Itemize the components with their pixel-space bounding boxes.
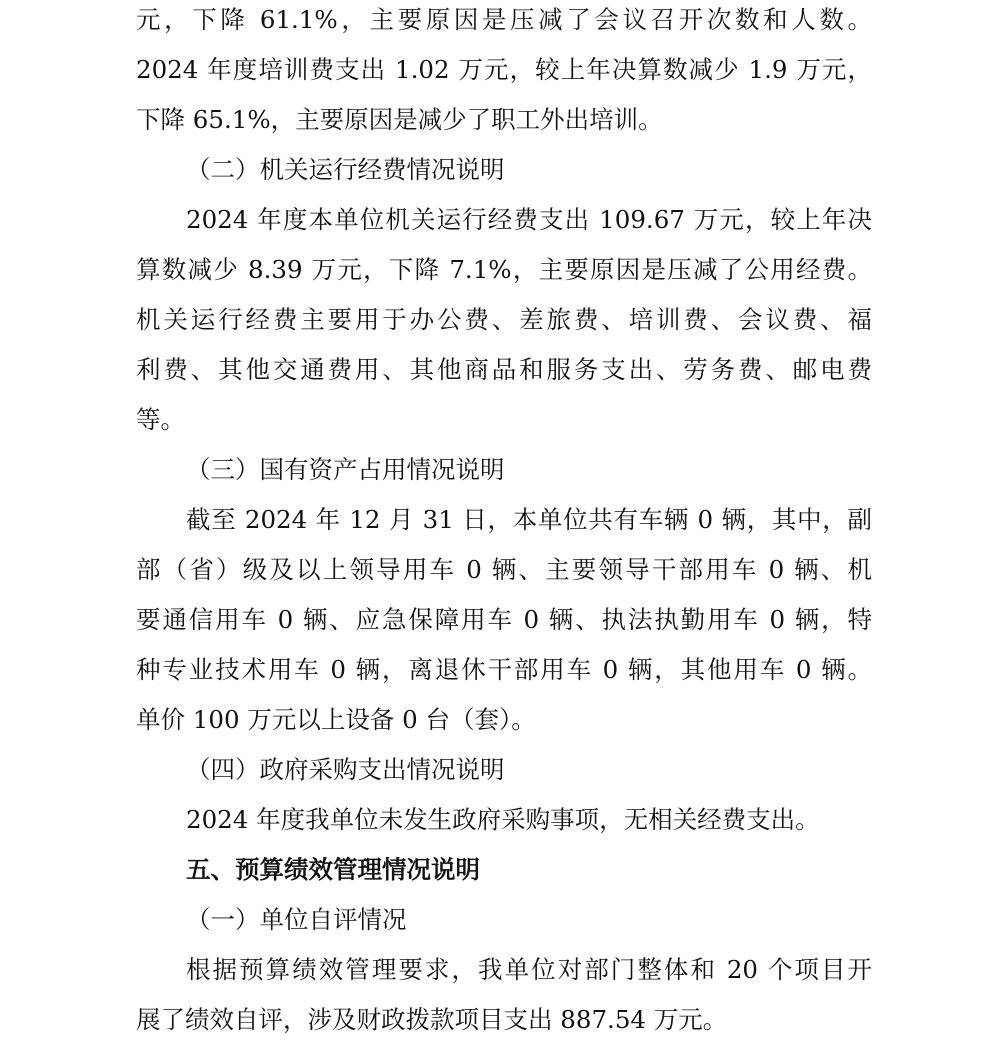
paragraph-line: 下降 65.1%，主要原因是减少了职工外出培训。: [136, 105, 663, 134]
paragraph-line: 单价 100 万元以上设备 0 台（套）。: [136, 705, 536, 734]
section-heading: （三）国有资产占用情况说明: [186, 455, 505, 484]
paragraph-line: 部（省）级及以上领导用车 0 辆、主要领导干部用车 0 辆、机: [136, 555, 872, 584]
paragraph-line: 2024 年度本单位机关运行经费支出 109.67 万元，较上年决: [186, 205, 872, 234]
paragraph-line: 展了绩效自评，涉及财政拨款项目支出 887.54 万元。: [136, 1005, 728, 1034]
paragraph-line: 元，下降 61.1%，主要原因是压减了会议召开次数和人数。: [136, 5, 872, 34]
chapter-heading: 五、预算绩效管理情况说明: [186, 855, 480, 884]
paragraph-line: 2024 年度我单位未发生政府采购事项，无相关经费支出。: [186, 805, 820, 834]
section-heading: （一）单位自评情况: [186, 905, 407, 934]
paragraph-line: 等。: [136, 405, 185, 434]
paragraph-line: 根据预算绩效管理要求，我单位对部门整体和 20 个项目开: [186, 955, 872, 984]
paragraph-line: 截至 2024 年 12 月 31 日，本单位共有车辆 0 辆，其中，副: [186, 505, 872, 534]
section-heading: （二）机关运行经费情况说明: [186, 155, 505, 184]
paragraph-line: 利费、其他交通费用、其他商品和服务支出、劳务费、邮电费: [136, 355, 872, 384]
paragraph-line: 要通信用车 0 辆、应急保障用车 0 辆、执法执勤用车 0 辆，特: [136, 605, 872, 634]
section-heading: （四）政府采购支出情况说明: [186, 755, 505, 784]
paragraph-line: 种专业技术用车 0 辆，离退休干部用车 0 辆，其他用车 0 辆。: [136, 655, 872, 684]
paragraph-line: 2024 年度培训费支出 1.02 万元，较上年决算数减少 1.9 万元，: [136, 55, 872, 84]
paragraph-line: 算数减少 8.39 万元，下降 7.1%，主要原因是压减了公用经费。: [136, 255, 872, 284]
paragraph-line: 机关运行经费主要用于办公费、差旅费、培训费、会议费、福: [136, 305, 872, 334]
